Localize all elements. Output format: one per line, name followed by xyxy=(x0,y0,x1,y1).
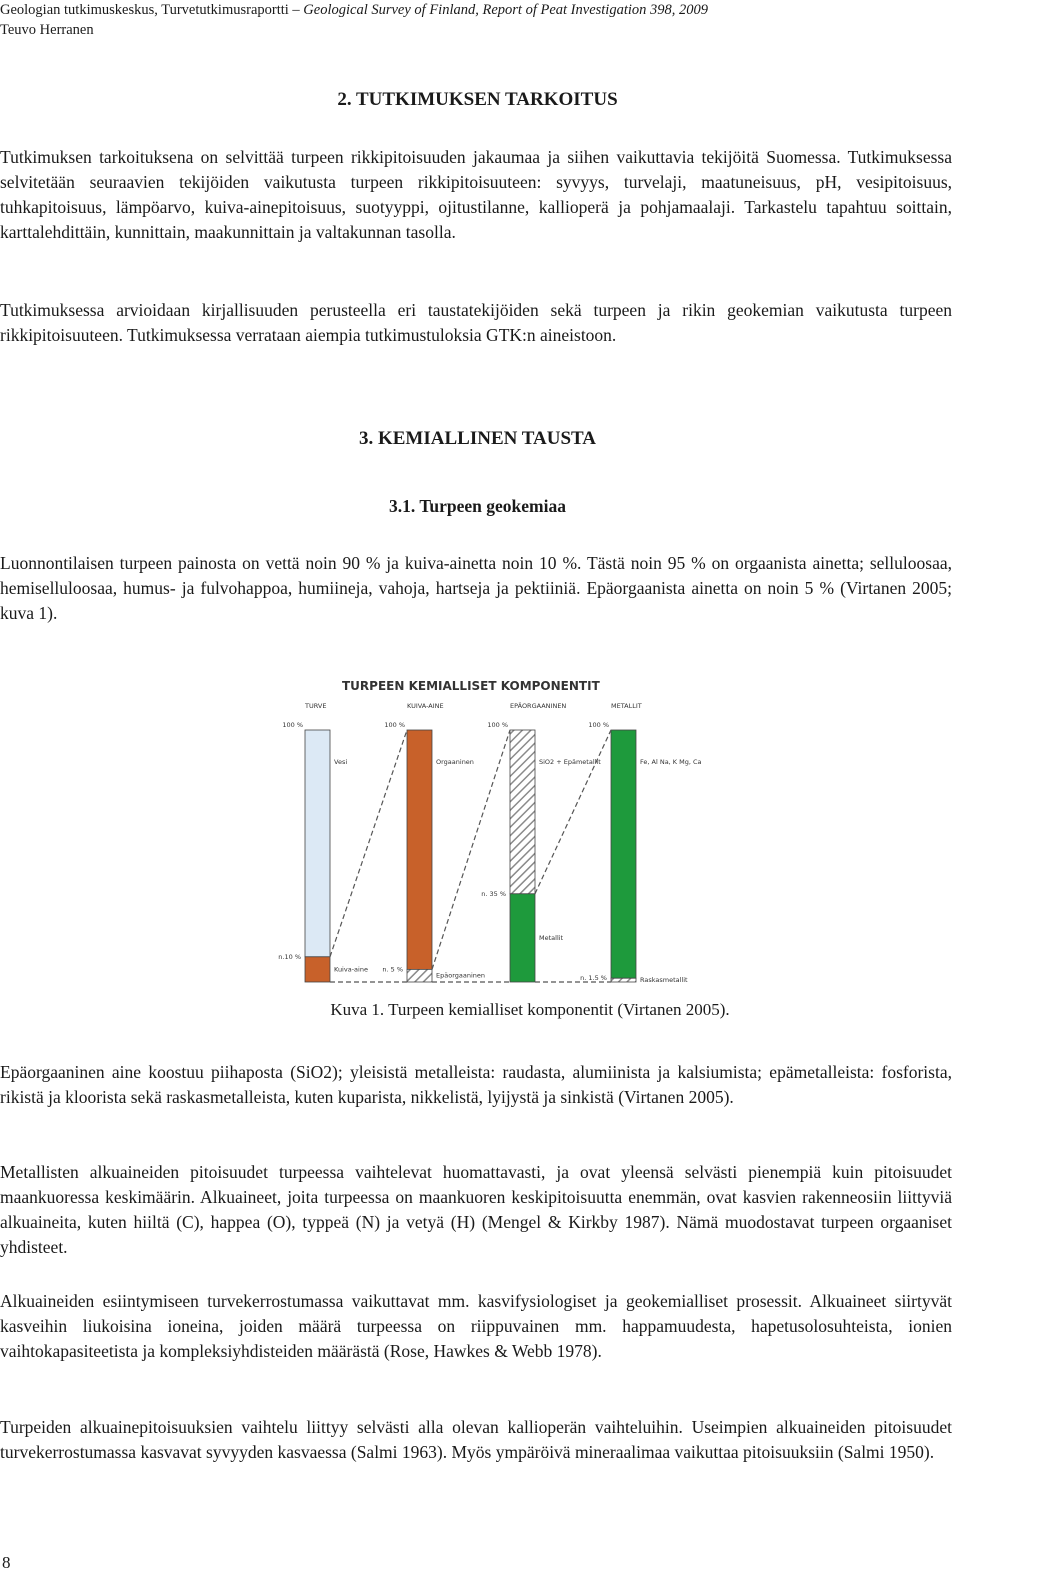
bar-segment xyxy=(305,730,330,957)
header-series: Geologian tutkimuskeskus, Turvetutkimusraportti – xyxy=(0,2,300,18)
section-3-paragraph-2: Epäorgaaninen aine koostuu piihaposta (SiO2); yleisistä metalleista: raudasta, alumiinista ja kalsiumista; epämetalleista: fosforista, rikistä ja kloorista sekä raskasmetalleista, kuten kuparista, nikkelistä, lyijystä ja sinkistä (Virtanen 2005). xyxy=(0,1062,952,1107)
bar-segment xyxy=(305,957,330,982)
column-label: TURVE xyxy=(305,702,327,710)
section-3-1-subheading: 3.1. Turpeen geokemiaa xyxy=(389,496,566,516)
section-2-heading: 2. TUTKIMUKSEN TARKOITUS xyxy=(337,89,618,110)
column-label: EPÄORGAANINEN xyxy=(510,702,567,710)
section-3-paragraph-4: Alkuaineiden esiintymiseen turvekerrostumassa vaikuttavat mm. kasvifysiologiset ja geokemialliset prosessit. Alkuaineet siirtyvät kasveihin liukoisina ioneina, joiden määrä turpeessa on riippuvainen mm. happamuudesta, hapetusolosuhteista, ionien vaihtokapasiteetista ja kompleksiyhdisteiden määrästä (Rose, Hawkes & Webb 1978). xyxy=(0,1291,952,1361)
segment-label: SiO2 + Epämetallit xyxy=(539,758,601,766)
bar-segment xyxy=(611,978,636,982)
segment-label: Epäorgaaninen xyxy=(436,971,486,980)
peat-components-chart xyxy=(272,674,702,999)
segment-label: Metallit xyxy=(539,933,564,942)
section-2-paragraph-2: Tutkimuksessa arvioidaan kirjallisuuden perusteella eri taustatekijöiden sekä turpeen ja rikin geokemian vaikutusta turpeen rikkipitoisuuteen. Tutkimuksessa verrataan aiempia tutkimustuloksia GTK:n aineistoon. xyxy=(0,300,952,345)
section-3-heading: 3. KEMIALLINEN TAUSTA xyxy=(358,428,597,449)
section-2-paragraph-1: Tutkimuksen tarkoituksena on selvittää turpeen rikkipitoisuuden jakaumaa ja siihen vaikuttavia tekijöitä Suomessa. Tutkimuksessa selvitetään seuraavien tekijöiden vaikutusta turpeen rikkipitoisuuteen: syvyys, turvelaji, maatuneisuus, pH, vesipitoisuus, tuhkapitoisuus, lämpöarvo, kuiva-ainepitoisuus, suotyyppi, ojitustilanne, kallioperä ja pohjamaalaji. Tarkastelu tapahtuu soittain, karttalehdittäin, kunnittain, maakunnittain ja valtakunnan tasolla. xyxy=(0,147,952,242)
column-label: KUIVA-AINE xyxy=(407,702,444,710)
percent-label: n. 5 % xyxy=(382,965,403,974)
header-author: Teuvo Herranen xyxy=(0,22,94,38)
segment-label: Orgaaninen xyxy=(436,758,474,766)
segment-label: Raskasmetallit xyxy=(640,976,688,985)
page-number: 8 xyxy=(2,1553,11,1572)
percent-label: n. 1.5 % xyxy=(580,974,607,983)
bar-segment xyxy=(407,730,432,969)
segment-label: Fe, Al Na, K Mg, Ca xyxy=(640,758,702,766)
bar-segment xyxy=(510,894,535,982)
section-3-paragraph-3: Metallisten alkuaineiden pitoisuudet turpeessa vaihtelevat huomattavasti, ja ovat yleensä selvästi pienempiä kuin pitoisuudet maankuoressa keskimäärin. Alkuaineet, joita turpeessa on maankuoren keskipitoisuutta enemmän, ovat kasvien rakenneosiin liittyviä alkuaineita, kuten hiiltä (C), happea (O), typpeä (N) ja vetyä (H) (Mengel & Kirkby 1987). Nämä muodostavat turpeen orgaaniset yhdisteet. xyxy=(0,1162,952,1257)
column-top-label: 100 % xyxy=(487,721,508,729)
section-3-paragraph-1: Luonnontilaisen turpeen painosta on vettä noin 90 % ja kuiva-ainetta noin 10 %. Tästä noin 95 % on orgaanista ainetta; selluloosaa, hemiselluloosaa, humus- ja fulvohappoa, humiineja, vahoja, hartseja ja pektiiniä. Epäorgaanista ainetta on noin 5 % (Virtanen 2005; kuva 1). xyxy=(0,553,952,623)
running-header xyxy=(0,0,708,40)
connector-line xyxy=(535,730,611,894)
column-top-label: 100 % xyxy=(282,721,303,729)
percent-label: n.10 % xyxy=(278,952,301,961)
column-label: METALLIT xyxy=(611,702,642,710)
figure-caption: Kuva 1. Turpeen kemialliset komponentit (Virtanen 2005). xyxy=(330,1000,730,1019)
bar-segment xyxy=(510,730,535,894)
segment-label: Kuiva-aine xyxy=(334,965,368,974)
column-top-label: 100 % xyxy=(384,721,405,729)
bar-segment xyxy=(407,969,432,982)
section-3-paragraph-5: Turpeiden alkuainepitoisuuksien vaihtelu liittyy selvästi alla olevan kallioperän vaihteluihin. Useimpien alkuaineiden pitoisuudet turvekerrostumassa kasvavat syvyyden kasvaessa (Salmi 1963). Myös ympäröivä mineraalimaa vaikuttaa pitoisuuksiin (Salmi 1950). xyxy=(0,1417,952,1462)
percent-label: n. 35 % xyxy=(481,889,506,898)
column-top-label: 100 % xyxy=(588,721,609,729)
segment-label: Vesi xyxy=(334,758,348,766)
header-series-english: Geological Survey of Finland, Report of Peat Investigation 398, 2009 xyxy=(303,2,709,18)
chart-title: TURPEEN KEMIALLISET KOMPONENTIT xyxy=(342,679,600,693)
bar-segment xyxy=(611,730,636,978)
